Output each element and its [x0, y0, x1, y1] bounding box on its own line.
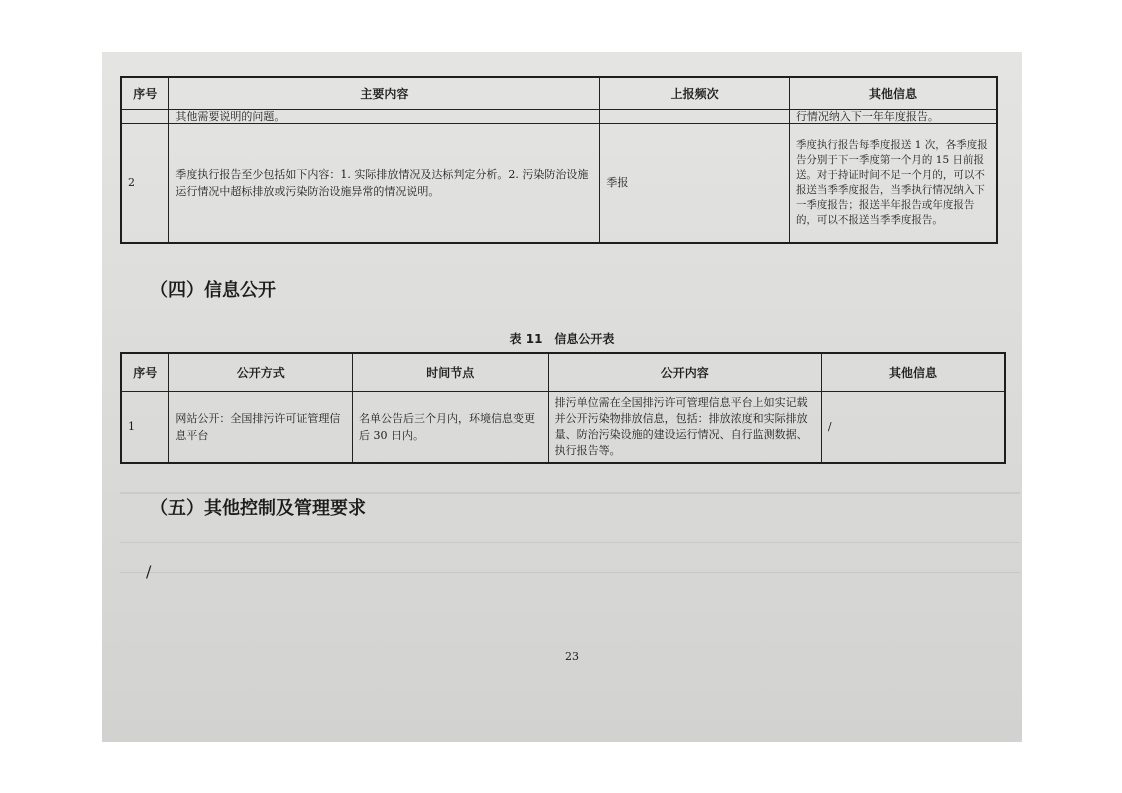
report-frequency-table — [120, 76, 998, 244]
cell-serial: 1 — [121, 391, 169, 463]
header-report-frequency: 上报频次 — [600, 77, 790, 109]
header-disclosure-method: 公开方式 — [169, 353, 353, 391]
cell-serial: 2 — [121, 123, 169, 243]
section-body-placeholder: / — [146, 562, 152, 581]
cell-other-info: / — [821, 391, 1005, 463]
table-row — [121, 391, 1005, 463]
header-main-content: 主要内容 — [169, 77, 600, 109]
cell-disclosure-method: 网站公开：全国排污许可证管理信息平台 — [169, 391, 353, 463]
section-heading-info-disclosure: （四）信息公开 — [150, 280, 276, 301]
cell-report-frequency: 季报 — [600, 123, 790, 243]
cell-disclosure-content: 排污单位需在全国排污许可管理信息平台上如实记载并公开污染物排放信息，包括：排放浓度和实际排放量、防治污染设施的建设运行情况、自行监测数据、执行报告等。 — [548, 391, 821, 463]
table-header-row — [121, 353, 1005, 391]
header-serial: 序号 — [121, 77, 169, 109]
cell-serial — [121, 109, 169, 123]
cell-other-info: 季度执行报告每季度报送 1 次，各季度报告分别于下一季度第一个月的 15 日前报送。对于持证时间不足一个月的，可以不报送当季季度报告，当季执行情况纳入下一季度报告；报送半年报告或年度报告的，可以不报送当季季度报告。 — [789, 123, 997, 243]
header-other-info: 其他信息 — [821, 353, 1005, 391]
header-serial: 序号 — [121, 353, 169, 391]
table-header-row — [121, 77, 997, 109]
table-row — [121, 109, 997, 123]
cell-main-content: 季度执行报告至少包括如下内容：1. 实际排放情况及达标判定分析。2. 污染防治设施运行情况中超标排放或污染防治设施异常的情况说明。 — [169, 123, 600, 243]
document-page — [102, 52, 1022, 742]
header-time-node: 时间节点 — [353, 353, 549, 391]
cell-other-info: 行情况纳入下一年年度报告。 — [789, 109, 997, 123]
section-heading-other-requirements: （五）其他控制及管理要求 — [150, 498, 366, 519]
info-disclosure-table — [120, 352, 1006, 464]
cell-time-node: 名单公告后三个月内，环境信息变更后 30 日内。 — [353, 391, 549, 463]
bleed-through-table — [120, 572, 1020, 573]
table-caption: 表 11 信息公开表 — [509, 332, 615, 346]
table-row — [121, 123, 997, 243]
header-other-info: 其他信息 — [789, 77, 997, 109]
header-disclosure-content: 公开内容 — [548, 353, 821, 391]
bleed-through-table — [120, 542, 1020, 543]
page-number: 23 — [565, 650, 579, 663]
cell-report-frequency — [600, 109, 790, 123]
cell-main-content: 其他需要说明的问题。 — [169, 109, 600, 123]
